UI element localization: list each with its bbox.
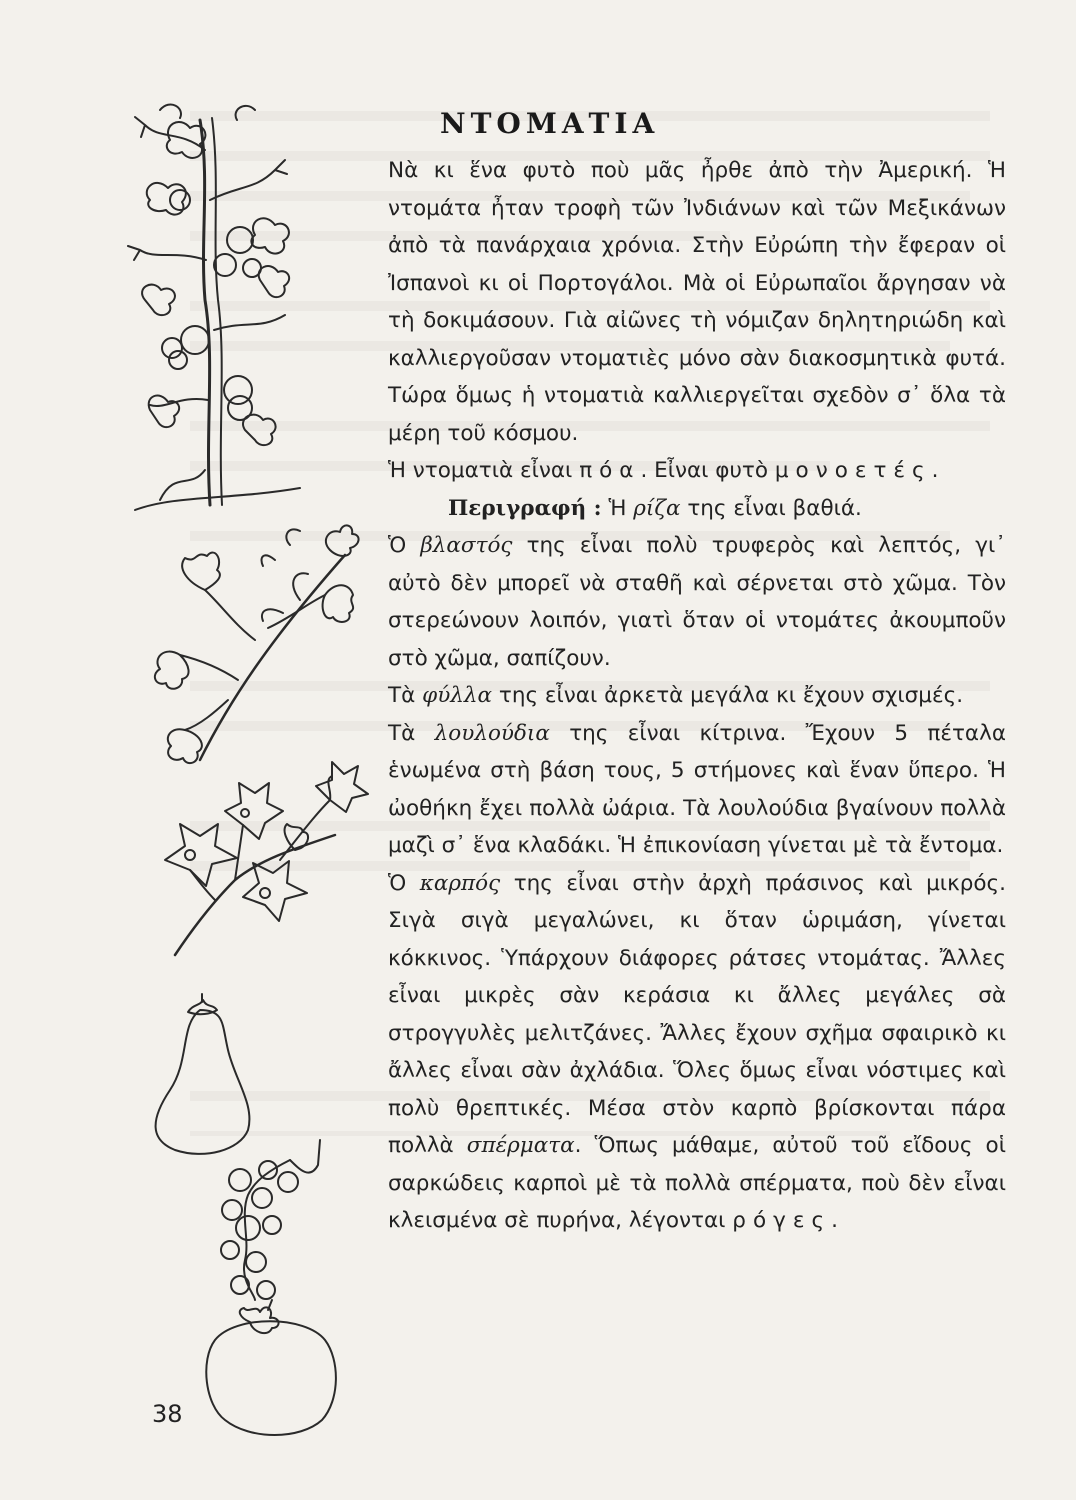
tomato-plant-drawing <box>128 105 300 510</box>
term-fruit: καρπός <box>419 870 501 896</box>
term-roges: ρόγες <box>732 1208 832 1233</box>
pear-tomato-drawing <box>156 994 250 1154</box>
term-stem: βλαστός <box>420 533 513 558</box>
paragraph-description-root: Περιγραφή : Ἡ ρίζα της εἶναι βαθιά. <box>448 495 862 521</box>
paragraph-intro: Νὰ κι ἕνα φυτὸ ποὺ μᾶς ἦρθε ἀπὸ τὴν Ἀμερική. Ἡ ντομάτα ἦταν τροφὴ τῶν Ἰνδιάνων καὶ τῶν Μεξικάνων ἀπὸ τὰ πανάρχαια χρόνια. Στὴν Εὐρώπη τὴν ἔφεραν οἱ Ἰσπανοὶ κι οἱ Πορτογάλοι. Μὰ οἱ Εὐρωπαῖοι ἄργησαν νὰ τὴ δοκιμάσουν. Γιὰ αἰῶνες τὴ νόμιζαν δηλητηριώδη καὶ καλλιεργοῦσαν ντοματιὲς μόνο σὰν διακοσμητικὰ φυτά. Τώρα ὅμως ἡ ντοματιὰ καλλιεργεῖται σχεδὸν σ᾽ ὅλα τὰ μέρη τοῦ κόσμου. <box>388 158 1006 446</box>
term-seeds: σπέρματα <box>466 1133 575 1158</box>
flowers-drawing <box>165 762 368 955</box>
paragraph-flowers: Τὰ λουλούδια της εἶναι κίτρινα. Ἔχουν 5 πέταλα ἑνωμένα στὴ βάση τους, 5 στήμονες καὶ ἕναν ὕπερο. Ἡ ὠοθήκη ἔχει πολλὰ ὠάρια. Τὰ λουλούδια βγαίνουν πολλὰ μαζὶ σ᾽ ἕνα κλαδάκι. Ἡ ἐπικονίαση γίνεται μὲ τὰ ἔντομα. <box>388 720 1006 858</box>
round-tomato-drawing <box>206 1300 336 1435</box>
term-leaves: φύλλα <box>422 683 493 708</box>
term-flowers: λουλούδια <box>434 720 550 746</box>
term-poa: πόα <box>579 458 641 483</box>
leaf-branch-drawing <box>155 525 359 763</box>
page-number: 38 <box>152 1400 183 1428</box>
paragraph-fruit: Ὁ καρπός της εἶναι στὴν ἀρχὴ πράσινος καὶ μικρός. Σιγὰ σιγὰ μεγαλώνει, κι ὅταν ὡριμάση, γίνεται κόκκινος. Ὑπάρχουν διάφορες ράτσες ντομάτας. Ἄλλες εἶναι μικρὲς σὰν κεράσια κι ἄλλες μεγάλες σὰ στρογγυλὲς μελιτζάνες. Ἄλλες ἔχουν σχῆμα σφαιρικὸ κι ἄλλες εἶναι σὰν ἀχλάδια. Ὅλες ὅμως εἶναι νόστιμες καὶ πολὺ θρεπτικές. Μέσα στὸν καρπὸ βρίσκονται πάρα πολλὰ σπέρματα. Ὅπως μάθαμε, αὐτοῦ τοῦ εἴδους οἱ σαρκώδεις καρποὶ μὲ τὰ πολλὰ σπέρματα, ποὺ δὲν εἶναι κλεισμένα σὲ πυρήνα, λέγονται ρόγες. <box>388 870 1006 1233</box>
illustrations <box>0 0 400 1500</box>
paragraph-classification: Ἡ ντοματιὰ εἶναι πόα. Εἶναι φυτὸ μονοετές. <box>388 458 939 483</box>
body-text <box>388 152 1006 1240</box>
paragraph-leaves: Τὰ φύλλα της εἶναι ἀρκετὰ μεγάλα κι ἔχουν σχισμές. <box>388 683 964 708</box>
page-title: ΝΤΟΜΑΤΙΑ <box>440 106 660 140</box>
term-root: ρίζα <box>633 495 681 521</box>
paragraph-stem: Ὁ βλαστός της εἶναι πολὺ τρυφερὸς καὶ λεπτός, γι᾽ αὐτὸ δὲν μπορεῖ νὰ σταθῆ καὶ σέρνεται στὸ χῶμα. Τὸν στερεώνουν λοιπόν, γιατὶ ὅταν οἱ ντομάτες ἀκουμποῦν στὸ χῶμα, σαπίζουν. <box>388 533 1006 671</box>
term-mono-etes: μονοετές <box>774 458 932 483</box>
cherry-tomato-cluster-drawing <box>221 1140 320 1300</box>
section-heading: Περιγραφή : <box>448 495 602 521</box>
